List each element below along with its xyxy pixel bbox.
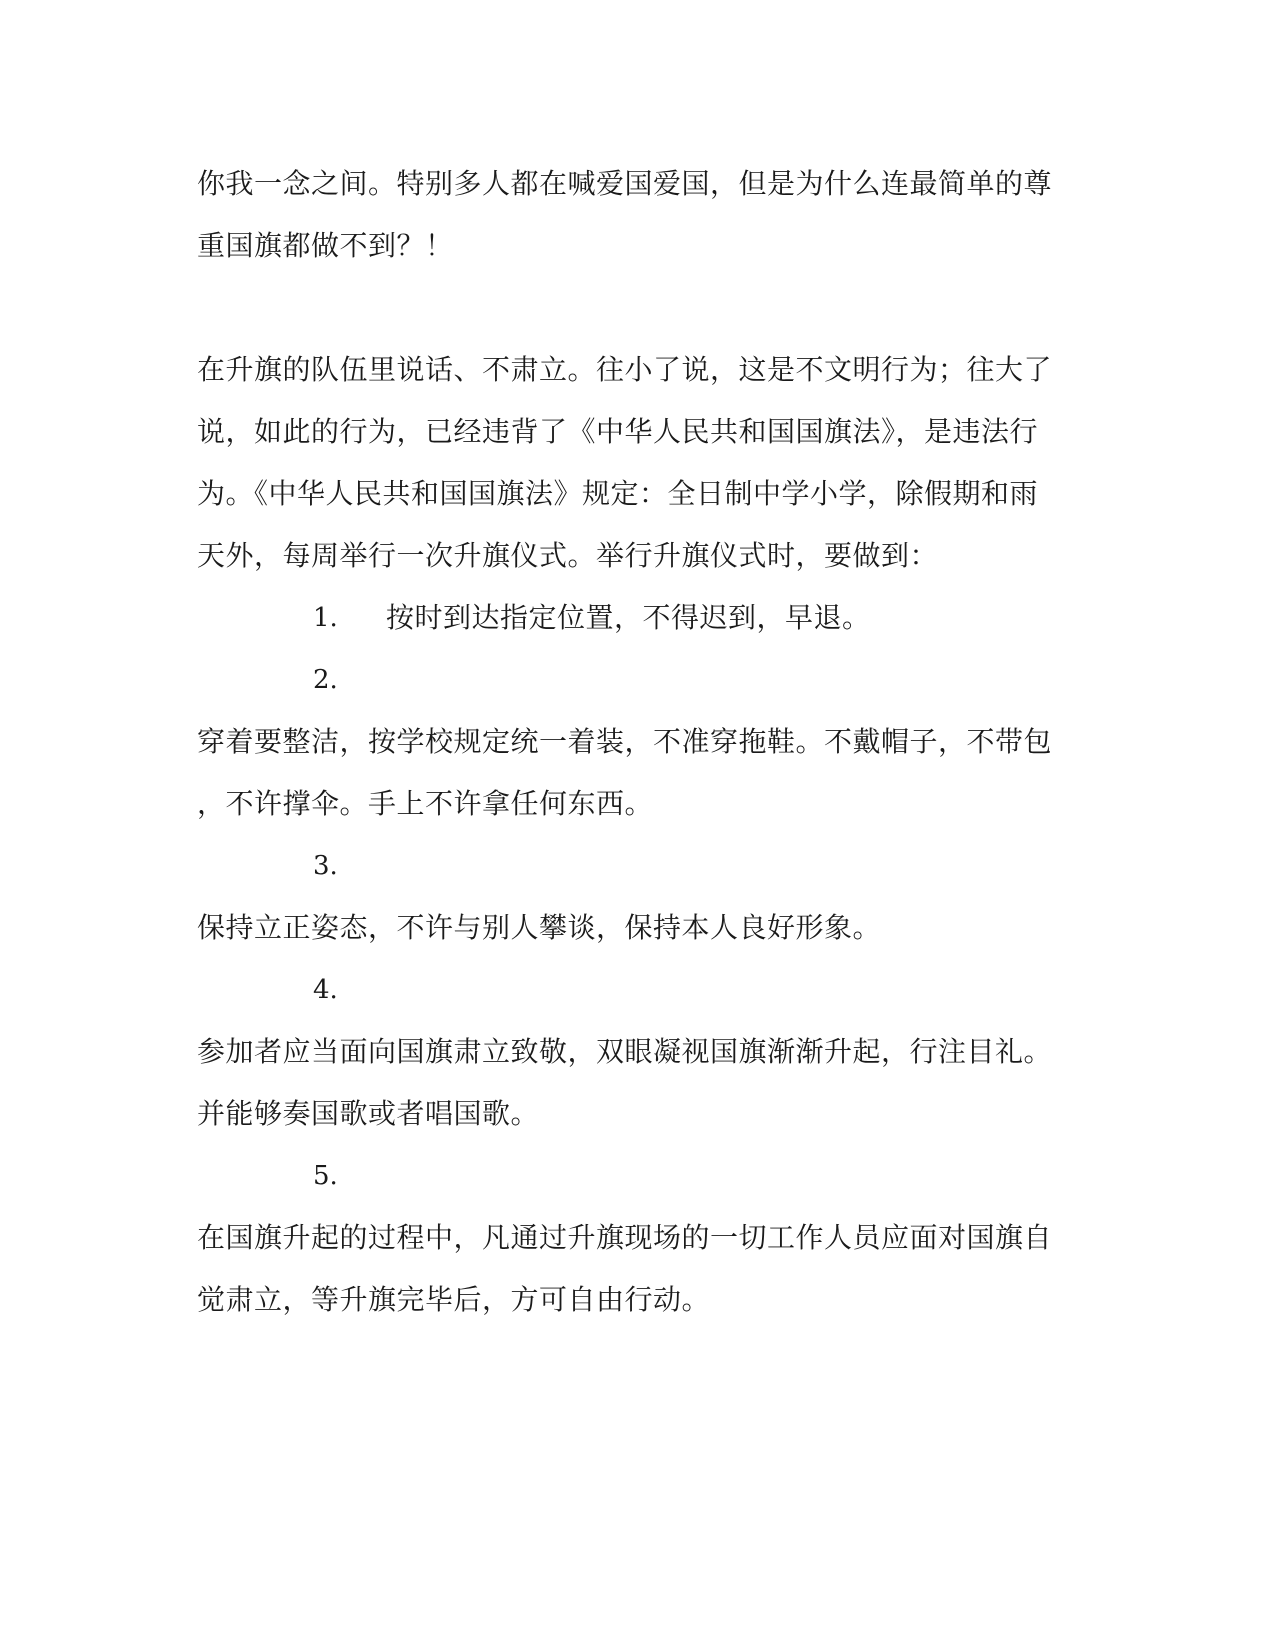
paragraph-2-line-1: 在升旗的队伍里说话、不肃立。往小了说，这是不文明行为；往大了 [197,353,1053,386]
paragraph-1-line-1: 你我一念之间。特别多人都在喊爱国爱国，但是为什么连最简单的尊 [197,167,1053,200]
list-item-text: 在国旗升起的过程中，凡通过升旗现场的一切工作人员应面对国旗自 [197,1221,1053,1254]
list-item-text: 按时到达指定位置，不得迟到，早退。 [386,601,871,634]
list-item-text: 保持立正姿态，不许与别人攀谈，保持本人良好形象。 [197,911,882,944]
list-item-text: 参加者应当面向国旗肃立致敬，双眼凝视国旗渐渐升起，行注目礼。 [197,1035,1053,1068]
list-item-number: 4. [313,975,338,1005]
list-item-text: 并能够奏国歌或者唱国歌。 [197,1097,540,1130]
list-item-number: 1. [313,603,338,633]
list-item-number: 2. [313,665,338,695]
list-item-text: 觉肃立，等升旗完毕后，方可自由行动。 [197,1283,711,1316]
paragraph-1-line-2: 重国旗都做不到？！ [197,229,454,262]
list-item-number: 3. [313,851,338,881]
list-item-text: 穿着要整洁，按学校规定统一着装，不准穿拖鞋。不戴帽子，不带包 [197,725,1053,758]
paragraph-2-line-2: 说，如此的行为，已经违背了《中华人民共和国国旗法》，是违法行 [197,415,1039,448]
list-item-text: ，不许撑伞。手上不许拿任何东西。 [197,787,654,820]
paragraph-2-line-3: 为。《中华人民共和国国旗法》规定：全日制中学小学，除假期和雨 [197,477,1039,510]
paragraph-2-line-4: 天外，每周举行一次升旗仪式。举行升旗仪式时，要做到： [197,539,939,572]
list-item-number: 5. [313,1161,338,1191]
